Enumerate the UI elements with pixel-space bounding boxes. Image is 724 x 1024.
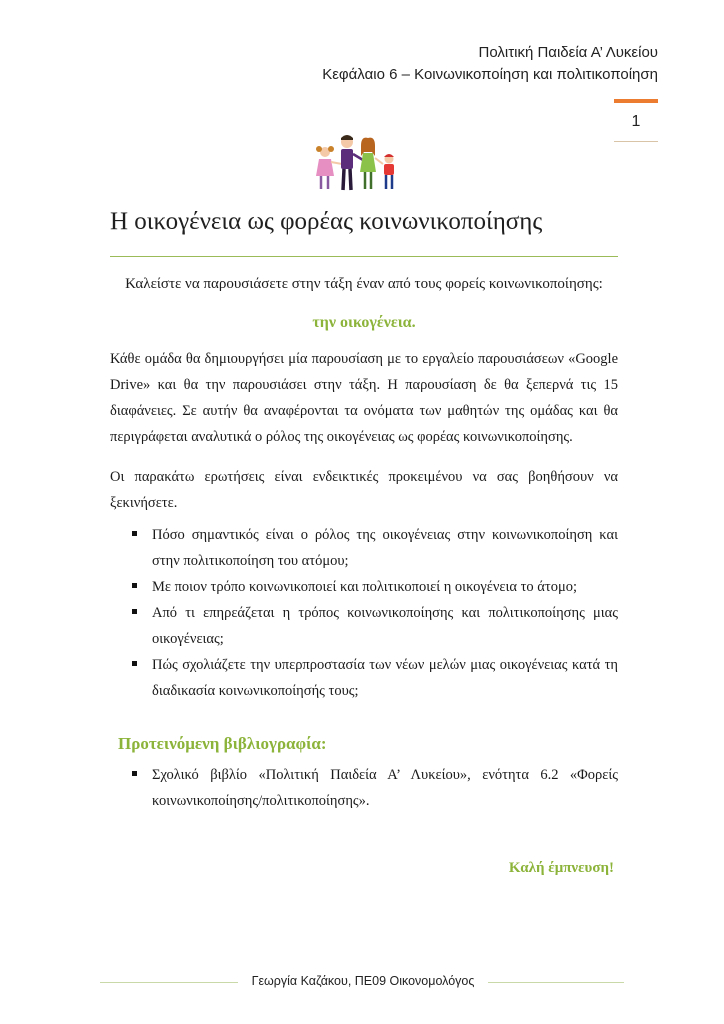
bibliography-list — [110, 762, 618, 814]
list-item: Από τι επηρεάζεται η τρόπος κοινωνικοποίησης και πολιτικοποίησης μιας οικογένειας; — [110, 600, 618, 652]
intro-text: Καλείστε να παρουσιάσετε στην τάξη έναν από τους φορείς κοινωνικοποίησης: — [125, 276, 603, 292]
closing-text: Καλή έμπνευση! — [508, 860, 614, 876]
header-chapter: Κεφάλαιο 6 – Κοινωνικοποίηση και πολιτικοποίηση — [322, 66, 658, 83]
page-number-rule — [614, 141, 658, 142]
footer-rule-right — [488, 982, 624, 983]
subject-highlight: την οικογένεια. — [312, 314, 416, 331]
page-number-accent-bar — [614, 99, 658, 103]
bibliography-heading: Προτεινόμενη βιβλιογραφία: — [118, 734, 327, 753]
family-clipart-icon — [305, 132, 405, 194]
list-item: Σχολικό βιβλίο «Πολιτική Παιδεία Α’ Λυκείου», ενότητα 6.2 «Φορείς κοινωνικοποίησης/πολιτικοποίησης». — [110, 762, 618, 814]
footer-author: Γεωργία Καζάκου, ΠΕ09 Οικονομολόγος — [251, 974, 475, 988]
footer-rule-left — [100, 982, 238, 983]
paragraph-presentation-instructions: Κάθε ομάδα θα δημιουργήσει μία παρουσίαση με το εργαλείο παρουσιάσεων «Google Drive» και θα την παρουσιάσει στην τάξη. Η παρουσίαση δε θα ξεπερνά τις 15 διαφάνειες. Σε αυτήν θα αναφέρονται τα ονόματα των μαθητών της ομάδας και θα περιγράφεται αναλυτικά ο ρόλος της οικογένειας ως φορέας κοινωνικοποίησης. — [110, 351, 618, 445]
list-item: Πώς σχολιάζετε την υπερπροστασία των νέων μελών μιας οικογένειας κατά τη διαδικασία κοινωνικοποίησής τους; — [110, 652, 618, 704]
title-divider — [110, 256, 618, 257]
header-course: Πολιτική Παιδεία Α’ Λυκείου — [478, 44, 658, 61]
paragraph-questions-intro: Οι παρακάτω ερωτήσεις είναι ενδεικτικές προκειμένου να σας βοηθήσουν να ξεκινήσετε. — [110, 469, 618, 511]
document-title: Η οικογένεια ως φορέας κοινωνικοποίησης — [110, 208, 543, 235]
page-number: 1 — [631, 113, 641, 130]
list-item: Πόσο σημαντικός είναι ο ρόλος της οικογένειας στην κοινωνικοποίηση και στην πολιτικοποίηση του ατόμου; — [110, 522, 618, 574]
list-item: Με ποιον τρόπο κοινωνικοποιεί και πολιτικοποιεί η οικογένεια το άτομο; — [110, 574, 618, 600]
questions-list — [110, 522, 618, 704]
